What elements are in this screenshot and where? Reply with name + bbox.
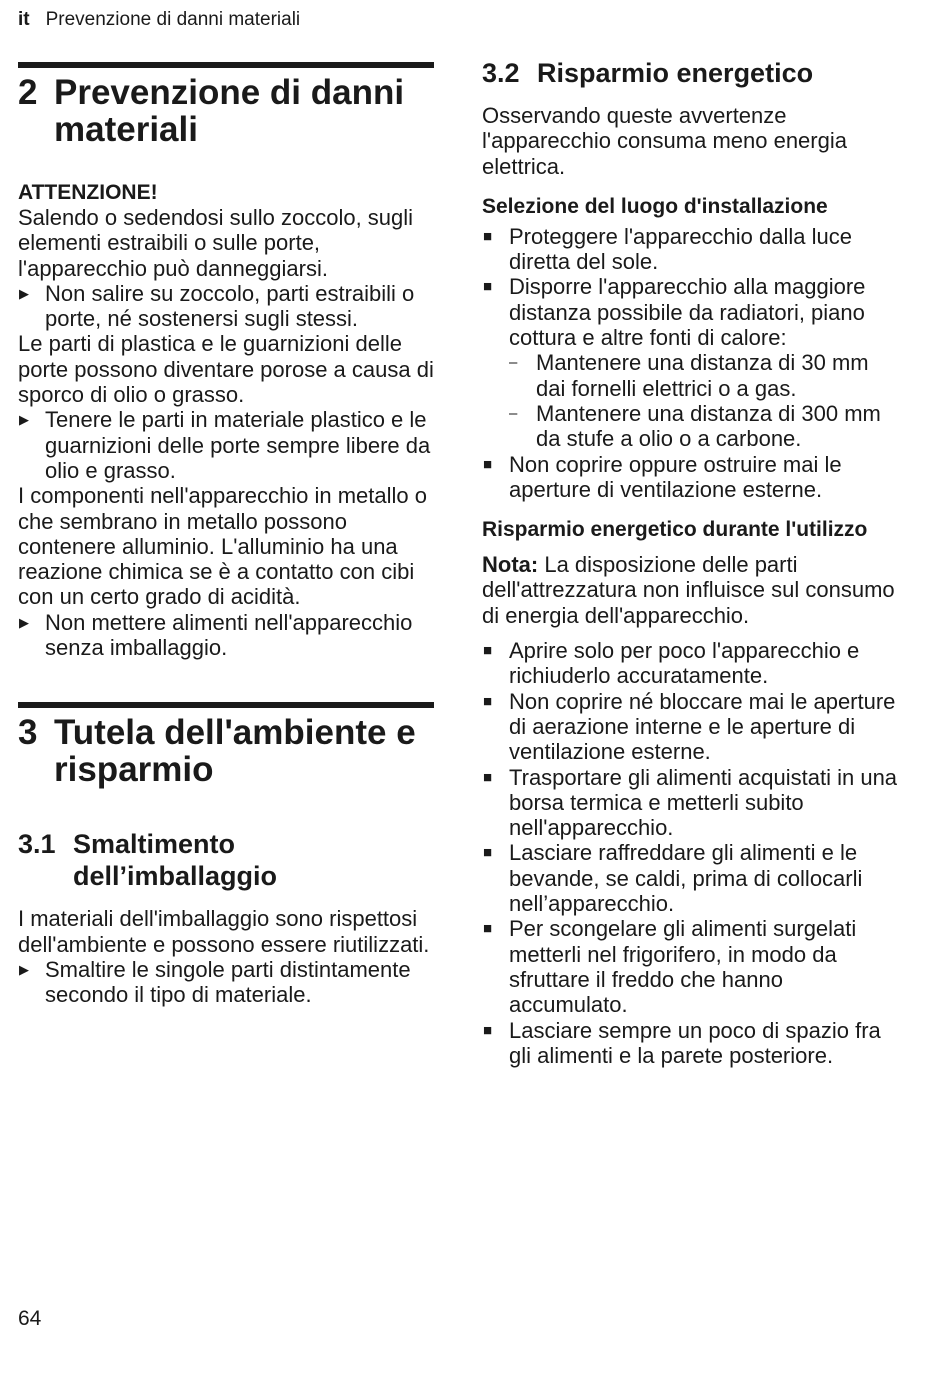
left-column bbox=[18, 0, 434, 1008]
square-bullet-icon: ■ bbox=[483, 278, 493, 296]
paragraph: Osservando queste avvertenze l'apparecchio consuma meno energia elettrica. bbox=[482, 103, 847, 179]
list-item-text: Lasciare sempre un poco di spazio fra gli alimenti e la parete posteriore. bbox=[509, 1017, 881, 1068]
action-step bbox=[18, 957, 434, 1008]
square-bullet-icon: ■ bbox=[483, 1021, 493, 1039]
action-list bbox=[18, 610, 434, 661]
square-bullet-icon: ■ bbox=[483, 844, 493, 862]
subheading: Risparmio energetico durante l'utilizzo bbox=[482, 518, 868, 542]
action-step bbox=[18, 281, 434, 332]
triangle-bullet-icon: ▶ bbox=[19, 614, 29, 630]
paragraph: I materiali dell'imballaggio sono rispettosi dell'ambiente e possono essere riutilizzati. bbox=[18, 906, 430, 957]
section-number: 2 bbox=[18, 73, 38, 112]
action-step-text: Non salire su zoccolo, parti estraibili o porte, né sostenersi sugli stessi. bbox=[45, 280, 415, 332]
list-item bbox=[482, 840, 902, 916]
list-item bbox=[482, 274, 902, 451]
list-item-text: Mantenere una distanza di 300 mm da stufe a olio o a carbone. bbox=[536, 400, 881, 452]
action-step-text: Tenere le parti in materiale plastico e le guarnizioni delle porte sempre libere da olio e grasso. bbox=[45, 407, 431, 483]
section-3-1-heading bbox=[18, 828, 434, 892]
action-list bbox=[18, 407, 434, 483]
section-title: Prevenzione di danni materiali bbox=[54, 73, 405, 149]
bullet-list bbox=[482, 638, 902, 1068]
list-item-text: Lasciare raffreddare gli alimenti e le bevande, se caldi, prima di collocarli nell’apparecchio. bbox=[509, 840, 863, 917]
warning-text: Salendo o sedendosi sullo zoccolo, sugli elementi estraibili o sulle porte, l'apparecchio può danneggiarsi. bbox=[18, 205, 414, 281]
square-bullet-icon: ■ bbox=[483, 455, 493, 473]
list-item bbox=[509, 350, 902, 401]
list-item-text: Mantenere una distanza di 30 mm dai fornelli elettrici o a gas. bbox=[536, 350, 869, 401]
triangle-bullet-icon: ▶ bbox=[19, 412, 29, 428]
action-step-text: Non mettere alimenti nell'apparecchio senza imballaggio. bbox=[45, 609, 413, 661]
bullet-list bbox=[482, 224, 902, 502]
section-rule bbox=[18, 702, 434, 708]
list-item bbox=[482, 452, 902, 503]
list-item bbox=[482, 916, 902, 1017]
dash-bullet-icon: – bbox=[509, 354, 518, 372]
section-2-heading bbox=[18, 74, 434, 148]
list-item bbox=[482, 765, 902, 841]
list-item bbox=[482, 689, 902, 765]
triangle-bullet-icon: ▶ bbox=[19, 285, 29, 301]
square-bullet-icon: ■ bbox=[483, 920, 493, 938]
dash-bullet-icon: – bbox=[509, 404, 518, 422]
section-title: Smaltimento dell’imballaggio bbox=[73, 829, 278, 892]
list-item-text: Proteggere l'apparecchio dalla luce diretta del sole. bbox=[509, 223, 852, 275]
list-item-text: Per scongelare gli alimenti surgelati metterli nel frigorifero, in modo da sfruttare il freddo che hanno accumulato. bbox=[509, 916, 857, 1018]
list-item-text: Trasportare gli alimenti acquistati in una borsa termica e metterli subito nell'apparecchio. bbox=[509, 764, 898, 841]
note-paragraph bbox=[482, 552, 902, 628]
subheading: Selezione del luogo d'installazione bbox=[482, 194, 828, 218]
triangle-bullet-icon: ▶ bbox=[19, 961, 29, 977]
warning-heading: ATTENZIONE! bbox=[18, 181, 158, 204]
action-step-text: Smaltire le singole parti distintamente secondo il tipo di materiale. bbox=[45, 956, 411, 1008]
square-bullet-icon: ■ bbox=[483, 692, 493, 710]
action-list bbox=[18, 281, 434, 332]
section-3-heading bbox=[18, 714, 434, 788]
language-code: it bbox=[18, 9, 30, 30]
list-item-text: Non coprire oppure ostruire mai le aperture di ventilazione esterne. bbox=[509, 451, 842, 502]
dash-list bbox=[509, 350, 902, 451]
note-text: La disposizione delle parti dell'attrezzatura non influisce sul consumo di energia dell'apparecchio. bbox=[482, 552, 895, 628]
page-number: 64 bbox=[18, 1307, 42, 1330]
list-item bbox=[509, 401, 902, 452]
square-bullet-icon: ■ bbox=[483, 642, 493, 660]
warning-text: I componenti nell'apparecchio in metallo o che sembrano in metallo possono contenere alluminio. L'alluminio ha una reazione chimica se è a contatto con cibi con un certo grado di acidità. bbox=[18, 483, 427, 610]
section-number: 3 bbox=[18, 713, 38, 753]
section-3-2-heading bbox=[482, 57, 902, 89]
section-title: Risparmio energetico bbox=[537, 58, 814, 88]
list-item bbox=[482, 1018, 902, 1069]
section-rule bbox=[18, 62, 434, 68]
running-header-title: Prevenzione di danni materiali bbox=[45, 9, 301, 30]
note-label: Nota: bbox=[482, 552, 539, 578]
list-item bbox=[482, 638, 902, 689]
action-step bbox=[18, 407, 434, 483]
action-list bbox=[18, 957, 434, 1008]
section-number: 3.2 bbox=[482, 58, 520, 88]
warning-text: Le parti di plastica e le guarnizioni delle porte possono diventare porose a causa di sporco di olio o grasso. bbox=[18, 331, 434, 408]
section-number: 3.1 bbox=[18, 829, 56, 860]
square-bullet-icon: ■ bbox=[483, 768, 493, 786]
right-column bbox=[482, 0, 902, 1068]
list-item-text: Disporre l'apparecchio alla maggiore distanza possibile da radiatori, piano cottura e altre fonti di calore: bbox=[509, 274, 866, 351]
list-item-text: Non coprire né bloccare mai le aperture di aerazione interne e le aperture di ventilazione esterne. bbox=[509, 688, 896, 765]
action-step bbox=[18, 610, 434, 661]
square-bullet-icon: ■ bbox=[483, 227, 493, 245]
list-item-text: Aprire solo per poco l'apparecchio e richiuderlo accuratamente. bbox=[509, 638, 860, 689]
list-item bbox=[482, 224, 902, 275]
section-title: Tutela dell'ambiente e risparmio bbox=[54, 713, 416, 790]
